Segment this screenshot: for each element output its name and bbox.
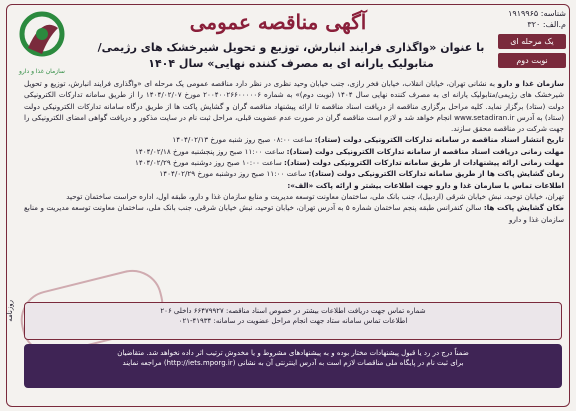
opening-location: مکان گشایش پاکت ها: سالن کنفرانس طبقه پنجم ساختمان شماره ۵ به آدرس تهران، خیابان توحید، نبش خیابان شرقی، جنب بانک ملی، ساختمان معاونت توسعه مدیریت و منابع سازمان غذا و دارو bbox=[24, 203, 564, 224]
intro-paragraph bbox=[24, 78, 564, 134]
ad-number: شناسه: ۱۹۱۹۹۶۵ bbox=[508, 9, 566, 18]
contact-address: تهران، خیابان توحید، نبش خیابان شرقی (اردبیل)، جنب بانک ملی، ساختمان معاونت توسعه مدیریت و منابع سازمان غذا و دارو، طبقه اول، اداره حراست ساختمان توحید bbox=[66, 191, 564, 201]
notice-subtitle bbox=[86, 40, 496, 72]
bid-deadline: مهلت زمانی ارائه پیشنهادات از طریق سامانه تدارکات الکترونیکی دولت (ستاد): ساعت ۱۰:۰۰ صبح روز دوشنبه مورخ ۱۴۰۴/۰۲/۲۹ bbox=[134, 158, 564, 168]
contact-info-box bbox=[24, 302, 562, 340]
ad-code: م.الف: ۳۲۰ bbox=[527, 20, 566, 29]
contact-heading: اطلاعات تماس با سازمان غذا و دارو جهت اطلاعات بیشتر و ارائه پاکت «الف»: bbox=[287, 180, 564, 190]
fda-logo-icon bbox=[18, 8, 66, 68]
ad-meta bbox=[498, 8, 566, 68]
subtitle-line-2: متابولیک یارانه ای به مصرف کننده نهایی» سال ۱۴۰۴ bbox=[148, 57, 434, 70]
notes-box bbox=[24, 344, 562, 388]
fda-logo bbox=[18, 8, 66, 86]
round-badge: نوبت دوم bbox=[498, 53, 566, 68]
intro-lead: سازمان غذا و دارو bbox=[497, 79, 564, 88]
stage-badge: یک مرحله ای bbox=[498, 34, 566, 49]
logo-caption: سازمان غذا و دارو bbox=[19, 68, 65, 75]
subtitle-line-1: با عنوان «واگذاری فرایند انبارش، توزیع و تحویل شیرخشک های رژیمی/ bbox=[97, 41, 485, 54]
notes-line-1: ضمناً درج در رد یا قبول پیشنهادات مختار بوده و به پیشنهادهای مشروط و یا مخدوش ترتیب اثر داده نخواهد شد. متقاضیان bbox=[117, 349, 469, 357]
setad-phone: اطلاعات تماس سامانه ستاد جهت انجام مراحل عضویت در سامانه: ۴۱۹۳۴-۰۲۱ bbox=[178, 317, 408, 325]
publish-date: تاریخ انتشار اسناد مناقصه در سامانه تدارکات الکترونیکی دولت (ستاد): ساعت ۰۸:۰۰ صبح روز شنبه مورخ ۱۴۰۴/۰۲/۱۳ bbox=[172, 135, 564, 145]
contact-phone: شماره تماس جهت دریافت اطلاعات بیشتر در خصوص اسناد مناقصه: ۶۶۴۷۹۹۲۷ داخلی ۲۰۶ bbox=[160, 307, 426, 315]
notice-title: آگهی مناقصه عمومی bbox=[189, 10, 367, 34]
intro-text: به نشانی تهران، خیابان انقلاب، خیابان فخر رازی، جنب خیابان وحید نظری در نظر دارد مناقصه عمومی یک مرحله ای «واگذاری فرایند انبارش، توزیع و تحویل شیرخشک های رژیمی/متابولیک یارانه ای به مصرف کننده نهایی سال ۱۴۰۴ (نوبت دوم)» به شماره ۲۰۰۴۰۰۲۶۶۰۰۰۰۰۶ مورخ ۱۴۰۴/۰۲/۰۷ را از طریق سامانه تدارکات الکترونیکی دولت (ستاد) برگزار نماید. کلیه مراحل برگزاری مناقصه از دریافت اسناد مناقصه تا ارائه پیشنهاد مناقصه گران و گشایش پاکت ها از طریق درگاه سامانه تدارکات الکترونیکی دولت (ستاد) به آدرس www.setadiran.ir انجام خواهد شد و لازم است مناقصه گران در صورت عدم عضویت قبلی، مراحل ثبت نام در سایت مذکور و دریافت گواهی امضای الکترونیکی را جهت شرکت در مناقصه محقق سازند. bbox=[24, 79, 565, 134]
opening-time: زمان گشایش پاکت ها از طریق سامانه تدارکات الکترونیکی دولت (ستاد): ساعت ۱۱:۰۰ صبح روز دوشنبه مورخ ۱۴۰۴/۰۲/۲۹ bbox=[159, 169, 564, 179]
doc-deadline: مهلت زمانی دریافت اسناد مناقصه از سامانه تدارکات الکترونیکی دولت (ستاد): ساعت ۱۱:۰۰ صبح روز پنجشنبه مورخ ۱۴۰۴/۰۲/۱۸ bbox=[135, 146, 564, 156]
side-caption: روزنامه bbox=[6, 300, 14, 322]
notes-line-2: برای ثبت نام در پایگاه ملی مناقصات لازم است به آدرس اینترنتی آن به نشانی (http://iets.mporg.ir) مراجعه نمایند bbox=[122, 359, 464, 367]
notice-body bbox=[24, 78, 564, 225]
